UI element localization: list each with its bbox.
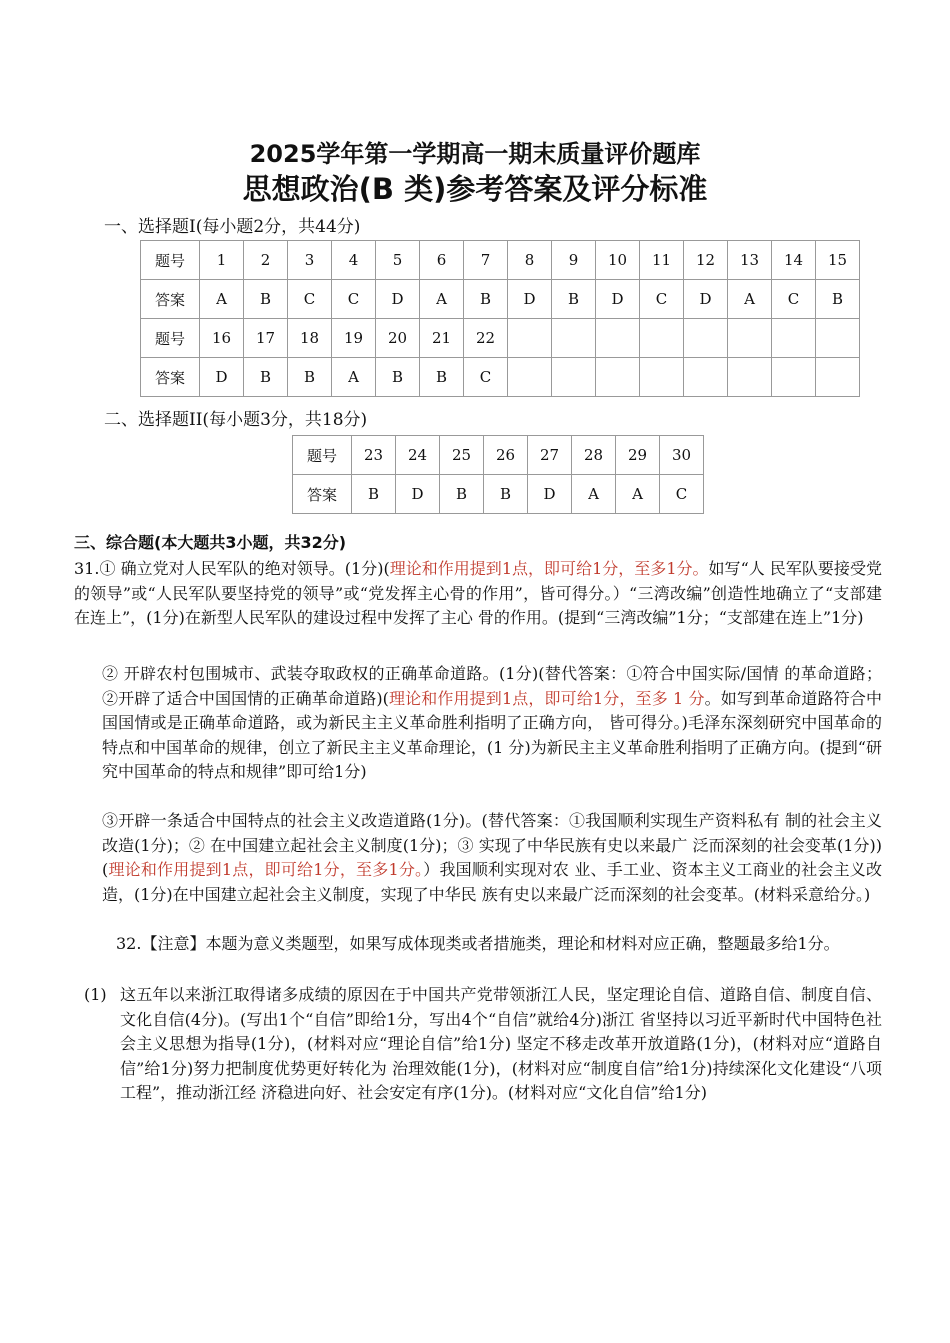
section1-heading: 一、选择题I(每小题2分，共44分) [104, 217, 361, 237]
table-cell: D [508, 280, 552, 319]
table-cell: 30 [660, 436, 704, 475]
q31-part2 [102, 662, 882, 785]
section3-heading: 三、综合题(本大题共3小题，共32分) [74, 533, 347, 552]
table-cell: C [332, 280, 376, 319]
table-cell: 3 [288, 241, 332, 280]
table-cell: B [244, 358, 288, 397]
q31-part2-highlight: 理论和作用提到1点，即可给1分，至多 1 分 [388, 688, 705, 708]
table-cell: D [528, 475, 572, 514]
table-cell: 20 [376, 319, 420, 358]
table-cell: 8 [508, 241, 552, 280]
table-cell: A [572, 475, 616, 514]
row-label: 题号 [141, 319, 200, 358]
table-cell: 10 [596, 241, 640, 280]
table-cell: 13 [728, 241, 772, 280]
table-cell: A [616, 475, 660, 514]
row-label: 答案 [293, 475, 352, 514]
q31-part1 [74, 557, 882, 631]
table-cell: A [420, 280, 464, 319]
table-cell: 12 [684, 241, 728, 280]
table-cell: B [484, 475, 528, 514]
table-cell: B [420, 358, 464, 397]
table-cell: 4 [332, 241, 376, 280]
table-cell [596, 358, 640, 397]
table-cell: C [660, 475, 704, 514]
table-cell: 17 [244, 319, 288, 358]
table-cell: A [728, 280, 772, 319]
table-cell [508, 319, 552, 358]
table-cell [552, 358, 596, 397]
table-cell: B [376, 358, 420, 397]
table-cell: B [244, 280, 288, 319]
table-cell: B [440, 475, 484, 514]
q31-part3-text-a: ③开辟一条适合中国特点的社会主义改造道路(1分)。(替代答案：①我国顺利实现生产资料私有 制的社会主义改造(1分)；② 在中国建立起社会主义制度(1分)；③ 实现了中华民族有史以来最广 泛而深刻的社会变革(1分))( [102, 811, 882, 879]
table-cell [816, 358, 860, 397]
table-cell: 19 [332, 319, 376, 358]
table-cell: 26 [484, 436, 528, 475]
table-cell: B [464, 280, 508, 319]
table-cell: 11 [640, 241, 684, 280]
q31-part3-text-b: ）我国顺利实现对农 业、手工业、资本主义工商业的社会主义改造，(1分)在中国建立起社会主义制度，实现了中华民 族有史以来最广泛而深刻的社会变革。(材料采意给分。) [102, 860, 882, 904]
title-line2: 思想政治(B 类)参考答案及评分标准 [242, 172, 708, 206]
q31-part3-highlight: 理论和作用提到1点，即可给1分，至多1分。 [108, 860, 424, 879]
q31-part3 [102, 809, 882, 907]
table-cell: 9 [552, 241, 596, 280]
q31-part2-text-a: ② 开辟农村包围城市、武装夺取政权的正确革命道路。(1分)(替代答案：①符合中国实际/国情 的革命道路；②开辟了适合中国国情的正确革命道路)( [102, 664, 882, 708]
table-cell: 5 [376, 241, 420, 280]
table-cell [640, 358, 684, 397]
row-label: 答案 [141, 358, 200, 397]
table-cell [772, 358, 816, 397]
table-cell: B [816, 280, 860, 319]
table-cell: D [200, 358, 244, 397]
table-cell: C [288, 280, 332, 319]
q32-note: 32.【注意】本题为意义类题型，如果写成体现类或者措施类，理论和材料对应正确，整题最多给1分。 [116, 934, 840, 953]
answer-row [141, 280, 860, 319]
table-cell: 22 [464, 319, 508, 358]
table-cell: 27 [528, 436, 572, 475]
table-cell: C [464, 358, 508, 397]
q31-part1-text-a: 31.① 确立党对人民军队的绝对领导。(1分)( [74, 559, 390, 578]
table-cell: B [552, 280, 596, 319]
table-cell: 2 [244, 241, 288, 280]
section2-heading: 二、选择题II(每小题3分，共18分) [104, 410, 368, 430]
table-cell: 14 [772, 241, 816, 280]
question-number-row [141, 241, 860, 280]
table-cell [640, 319, 684, 358]
q32-sub1-label: (1) [84, 985, 107, 1004]
table-cell: D [396, 475, 440, 514]
answer-table-2 [292, 435, 704, 514]
table-cell: D [376, 280, 420, 319]
q32-sub1-text: 这五年以来浙江取得诸多成绩的原因在于中国共产党带领浙江人民，坚定理论自信、道路自信、制度自信、文化自信(4分)。(写出1个“自信”即给1分，写出4个“自信”就给4分)浙江 省坚持以习近平新时代中国特色社会主义思想为指导(1分)，(材料对应“理论自信”给1分) 坚定不移走改革开放道路(1分)，(材料对应“道路自信”给1分)努力把制度优势更好转化为 治理效能(1分)，(材料对应“制度自信”给1分)持续深化文化建设“八项工程”，推动浙江经 济稳进向好、社会安定有序(1分)。(材料对应“文化自信”给1分) [120, 985, 882, 1102]
title-line1: 2025学年第一学期高一期末质量评价题库 [249, 140, 701, 168]
table-cell: C [772, 280, 816, 319]
table-cell: B [352, 475, 396, 514]
table-cell [684, 358, 728, 397]
table-cell [508, 358, 552, 397]
q31-part1-text-b: 如写“人 民军队要接受党的领导”或“人民军队要坚持党的领导”或“党发挥主心骨的作用”，皆可得分。）“三湾改编”创造性地确立了“支部建在连上”，(1分)在新型人民军队的建设过程中发挥了主心 骨的作用。(提到“三湾改编”1分；“支部建在连上”1分) [74, 559, 882, 627]
q31-part2-text-b: 。如写到革命道路符合中国国情或是正确革命道路，或为新民主主义革命胜利指明了正确方向， 皆可得分。)毛泽东深刻研究中国革命的特点和中国革命的规律，创立了新民主主义革命理论，(1 分)为新民主主义革命胜利指明了正确方向。(提到“研究中国革命的特点和规律”即可给1分) [102, 688, 882, 781]
table-cell [552, 319, 596, 358]
table-cell: 28 [572, 436, 616, 475]
table-cell: 29 [616, 436, 660, 475]
row-label: 答案 [141, 280, 200, 319]
table-cell: 6 [420, 241, 464, 280]
table-cell [816, 319, 860, 358]
answer-row [141, 358, 860, 397]
table-cell [596, 319, 640, 358]
table-cell: D [596, 280, 640, 319]
question-number-row [293, 436, 704, 475]
table-cell: 18 [288, 319, 332, 358]
table-cell [772, 319, 816, 358]
q31-part1-highlight: 理论和作用提到1点，即可给1分，至多1分。 [389, 559, 709, 578]
table-cell: 24 [396, 436, 440, 475]
question-number-row [141, 319, 860, 358]
table-cell: B [288, 358, 332, 397]
table-cell [728, 319, 772, 358]
table-cell: 7 [464, 241, 508, 280]
row-label: 题号 [293, 436, 352, 475]
table-cell: D [684, 280, 728, 319]
table-cell: 23 [352, 436, 396, 475]
table-cell: C [640, 280, 684, 319]
answer-row [293, 475, 704, 514]
row-label: 题号 [141, 241, 200, 280]
table-cell: A [332, 358, 376, 397]
table-cell: A [200, 280, 244, 319]
table-cell: 16 [200, 319, 244, 358]
table-cell [684, 319, 728, 358]
table-cell: 25 [440, 436, 484, 475]
answer-table-1 [140, 240, 860, 397]
table-cell: 21 [420, 319, 464, 358]
table-cell: 1 [200, 241, 244, 280]
table-cell [728, 358, 772, 397]
table-cell: 15 [816, 241, 860, 280]
